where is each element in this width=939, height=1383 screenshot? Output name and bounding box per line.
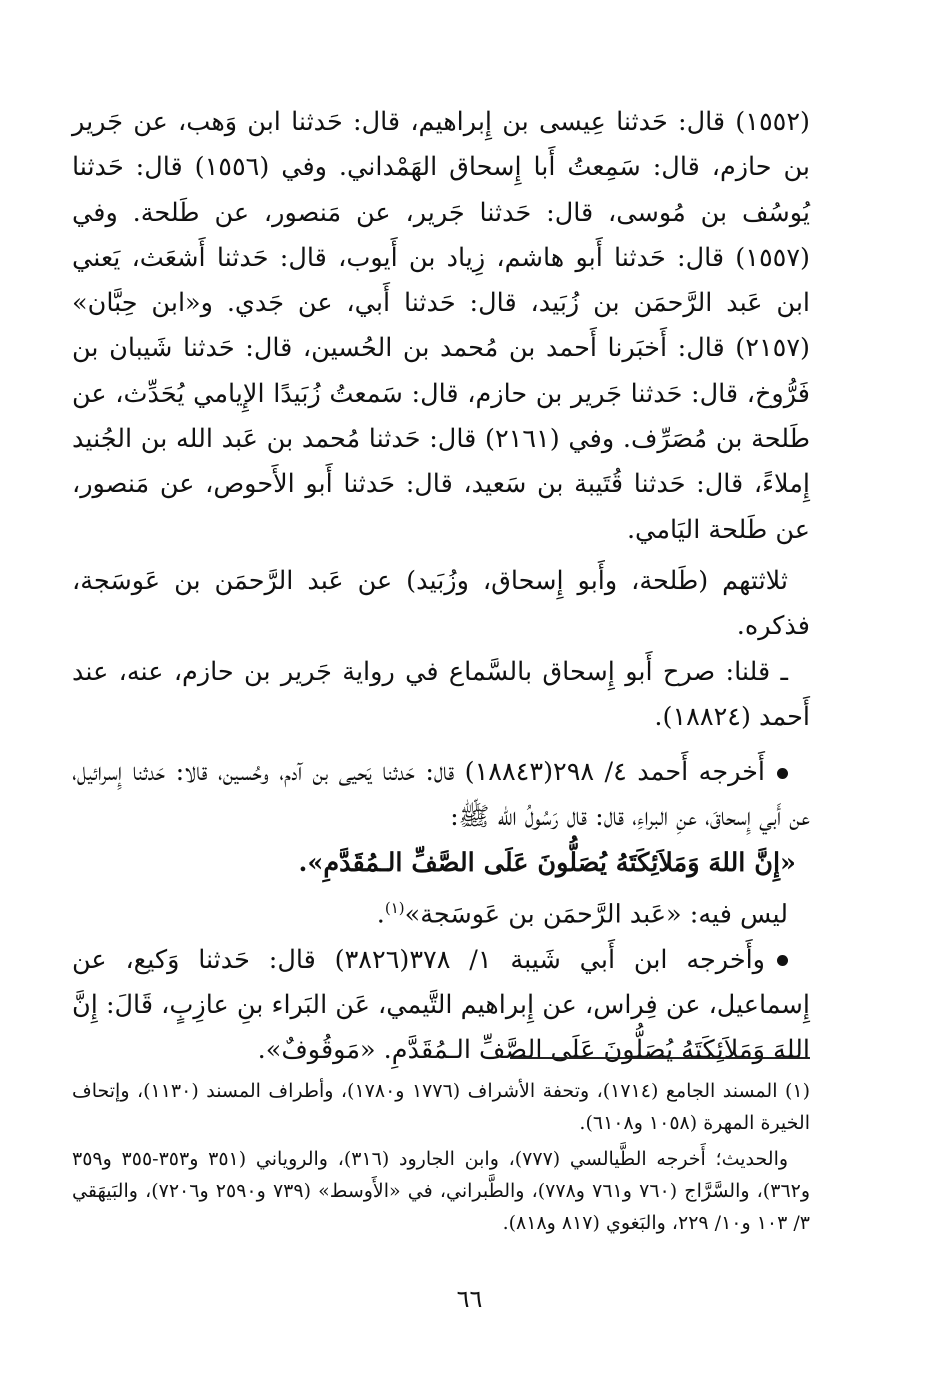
paragraph-ahmad-text: أَخرجه أَحمد ٤/ ٢٩٨(١٨٨٤٣) قال: حَدثنا يَحيى بن آدم، وحُسين، قالا: حَدثنا إِسرائيل، عن أَبي إِسحاقَ، عنِ البراءِ، قال: قال رَسُولُ الله ﷺ: bbox=[72, 757, 810, 833]
footnote-1: (١) المسند الجامع (١٧١٤)، وتحفة الأشراف (١٧٧٦ و١٧٨٠)، وأطراف المسند (١١٣٠)، وإتحاف الخيرة المهرة (١٠٥٨ و٦١٠٨). bbox=[72, 1080, 810, 1134]
paragraph-note: ـ قلنا: صرح أَبو إِسحاق بالسَّماع في رواية جَرير بن حازم، عنه، عند أَحمد (١٨٨٢٤). bbox=[72, 656, 810, 732]
omission-text: ليس فيه: «عَبد الرَّحمَن بن عَوسَجة» bbox=[404, 899, 788, 930]
footnote-ref: (١) bbox=[384, 899, 405, 918]
paragraph-hadith-chains: (١٥٥٢) قال: حَدثنا عِيسى بن إِبراهيم، قال: حَدثنا ابن وَهب، عن جَرير بن حازم، قال: سَمِعتُ أَبا إِسحاق الهَمْداني. وفي (١٥٥٦) قال: حَدثنا يُوسُف بن مُوسى، قال: حَدثنا جَرير، عن مَنصور، عن طَلحة. وفي (١٥٥٧) قال: حَدثنا أَبو هاشم، زِياد بن أَيوب، قال: حَدثنا أَشعَث، يَعني ابن عَبد الرَّحمَن بن زُبَيد، قال: حَدثنا أَبي، عن جَدي. و«ابن حِبَّان» (٢١٥٧) قال: أَخبَرنا أَحمد بن مُحمد بن الحُسين، قال: حَدثنا شَيبان بن فَرُّوخ، قال: حَدثنا جَرير بن حازم، قال: سَمعتُ زُبَيدًا الإِيامي يُحَدِّث، عن طَلحة بن مُصَرِّف. وفي (٢١٦١) قال: حَدثنا مُحمد بن عَبد الله بن الجُنيد إِملاءً، قال: حَدثنا قُتَيبة بن سَعيد، قال: حَدثنا أَبو الأَحوص، عن مَنصور، عن طَلحة اليَامي. bbox=[72, 107, 810, 545]
bullet-icon bbox=[777, 768, 788, 779]
footnotes bbox=[72, 1075, 810, 1239]
main-text bbox=[72, 100, 810, 1074]
footnote-divider bbox=[510, 1057, 810, 1059]
paragraph-ibn-abi-shayba-text: وأَخرجه ابن أَبي شَيبة ١/ ٣٧٨(٣٨٢٦) قال: حَدثنا وَكيع، عن إِسماعيل، عن فِراس، عن إِبراهيم التَّيمي، عَن البَراء بنِ عازِبٍ، قَالَ: إِنَّ اللهَ وَمَلاَئِكَتَهُ يُصَلُّونَ عَلَى الصَّفِّ الـمُقَدَّمِ. «مَوقُوفٌ». bbox=[72, 944, 810, 1066]
prophetic-quote: «إِنَّ اللهَ وَمَلاَئِكَتَهُ يُصَلُّونَ عَلَى الصَّفِّ الـمُقَدَّمِ». bbox=[298, 847, 796, 878]
page-body bbox=[72, 100, 811, 1234]
footnote-2: والحديث؛ أَخرجه الطَّيالسي (٧٧٧)، وابن الجارود (٣١٦)، والروياني (٣٥١ و٣٥٣-٣٥٥ و٣٥٩ و٣٦٢)، والسَّرَّاج (٧٦٠ و٧٦١ و٧٧٨)، والطَّبراني، في «الأَوسط» (٧٣٩ و٢٥٩٠ و٧٢٠٦)، والبَيهَقي ٣/ ١٠٣ و١٠/ ٢٢٩، والبَغوي (٨١٧ و٨١٨). bbox=[72, 1148, 811, 1234]
omission-end: . bbox=[376, 899, 385, 930]
paragraph-ahmad bbox=[72, 750, 810, 841]
bullet-icon bbox=[777, 955, 788, 966]
paragraph-ibn-abi-shayba bbox=[72, 938, 810, 1074]
page-number: ٦٦ bbox=[456, 1285, 483, 1313]
paragraph-omission bbox=[72, 886, 810, 938]
paragraph-summary: ثلاثتهم (طَلحة، وأَبو إِسحاق، وزُبَيد) عن عَبد الرَّحمَن بن عَوسَجة، فذكره. bbox=[72, 565, 810, 642]
